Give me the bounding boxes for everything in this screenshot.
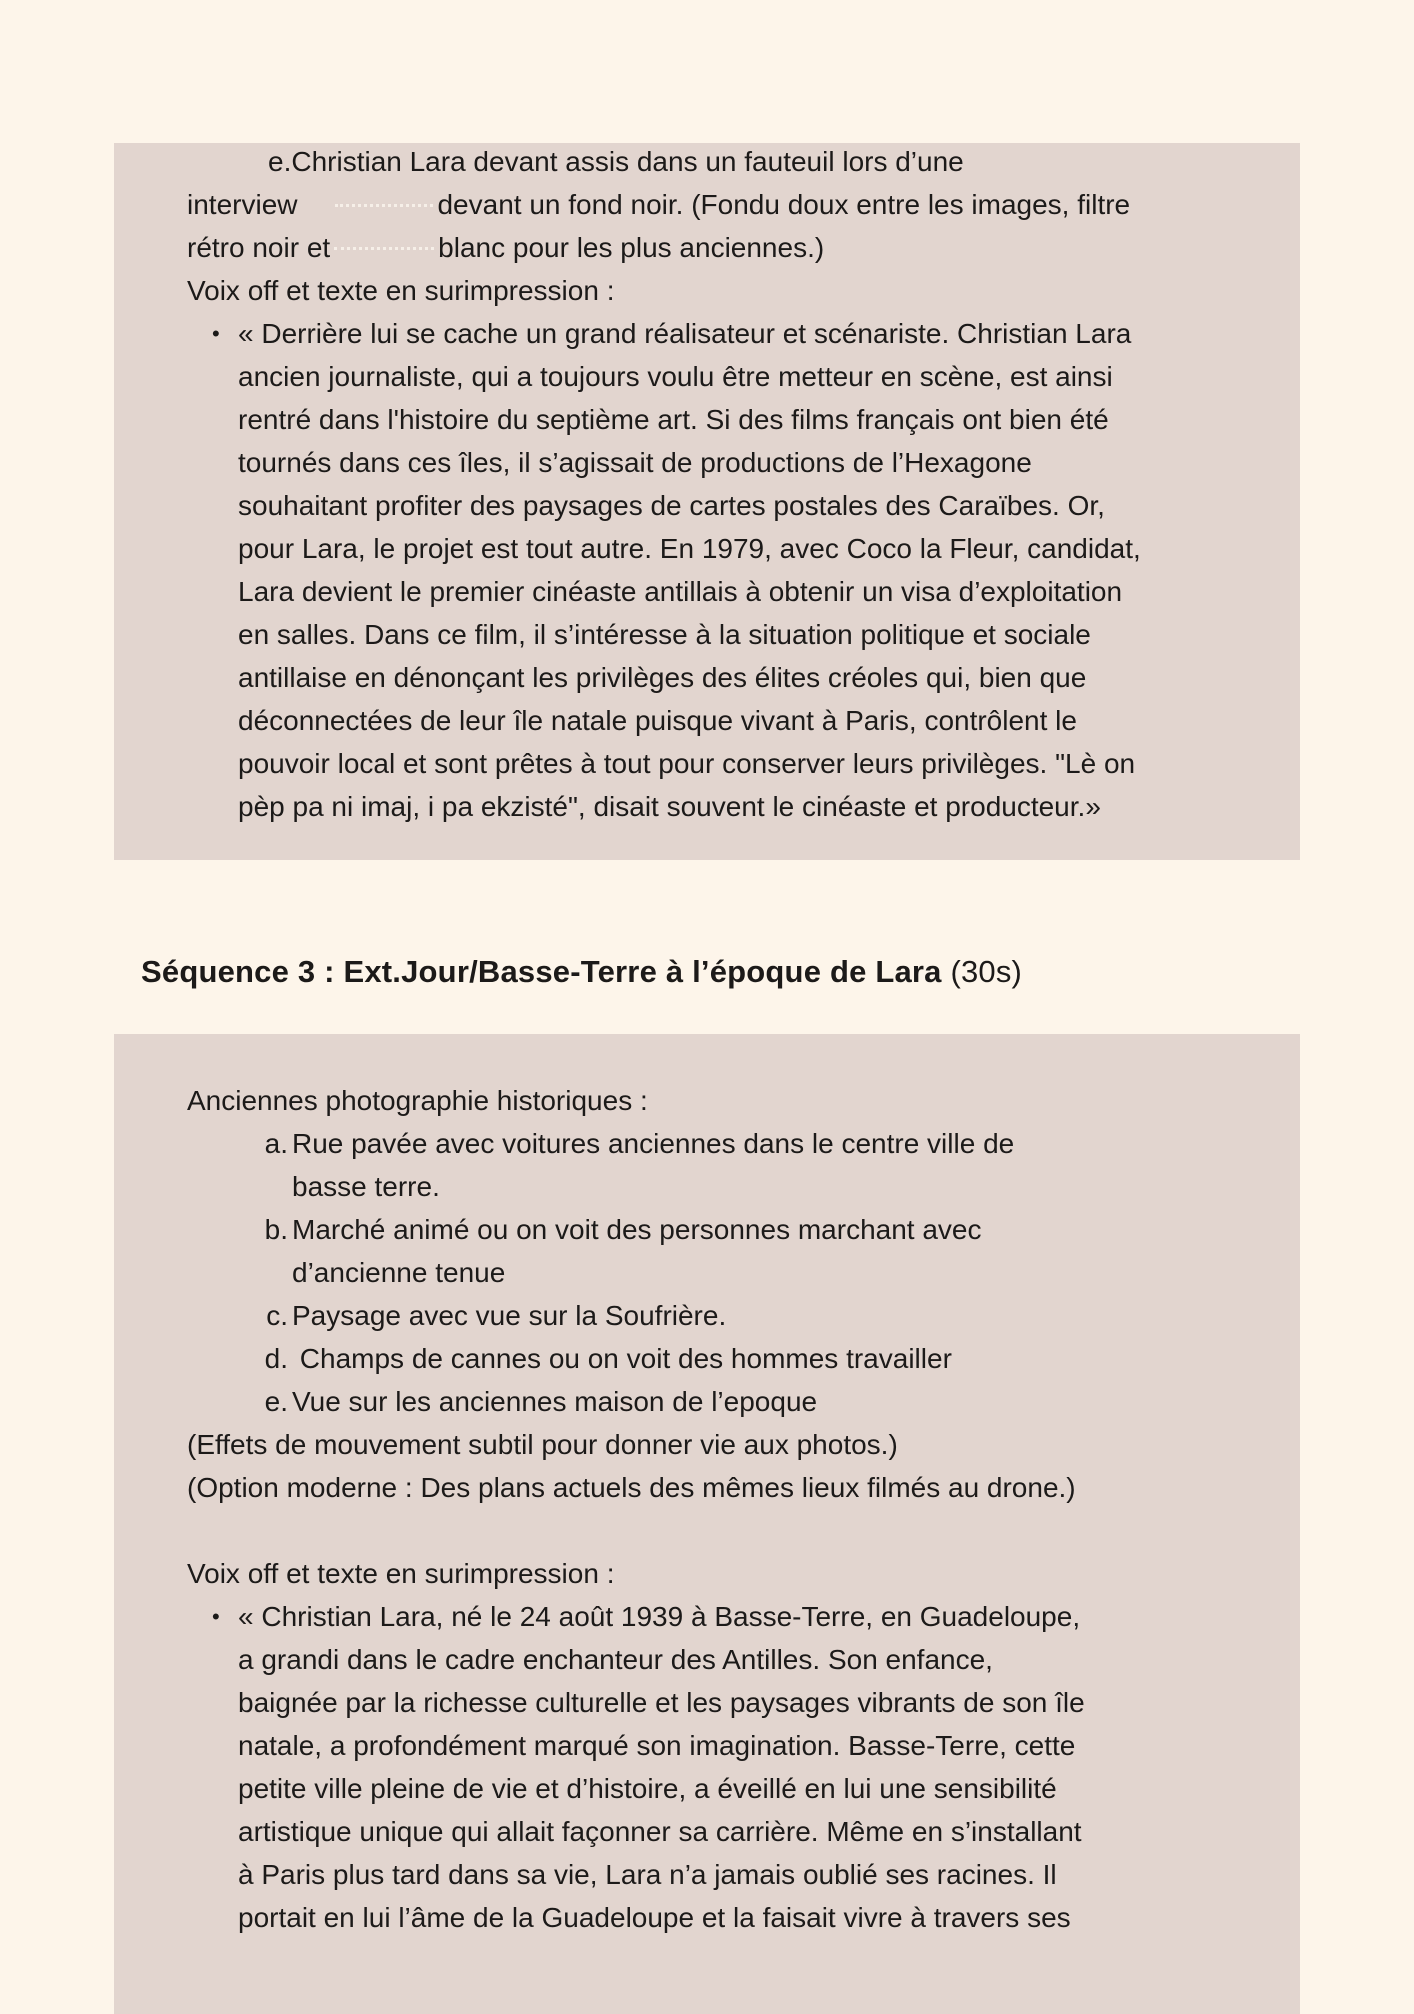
- photos-label: Anciennes photographie historiques :: [187, 1085, 648, 1116]
- voiceover-quote: « Christian Lara, né le 24 août 1939 à Basse-Terre, en Guadeloupe, a grandi dans le cadre enchanteur des Antilles. Son enfance, baignée par la richesse culturelle et les paysages vibrants de son île natale, a profondément marqué son imagination. Basse-Terre, cette petite ville pleine de vie et d’histoire, a éveillé en lui une sensibilité artistique unique qui allait façonner sa carrière. Même en s’installant à Paris plus tard dans sa vie, Lara n’a jamais oublié ses racines. Il portait en lui l’âme de la Guadeloupe et la faisait vivre à travers ses: [238, 1601, 1085, 1933]
- effects-note: (Effets de mouvement subtil pour donner vie aux photos.): [187, 1429, 898, 1460]
- bullet-icon: •: [212, 1604, 220, 1629]
- voiceover-label: Voix off et texte en surimpression :: [187, 1558, 615, 1589]
- dotted-gap: [334, 245, 434, 250]
- sequence-3-heading: Séquence 3 : Ext.Jour/Basse-Terre à l’époque de Lara (30s): [141, 954, 1023, 989]
- bullet-icon: •: [212, 321, 220, 346]
- scene-description-line: rétro noir et blanc pour les plus anciennes.): [187, 232, 825, 263]
- dotted-gap: [335, 202, 433, 207]
- scene-description-line: e.Christian Lara devant assis dans un fauteuil lors d’une: [268, 146, 964, 177]
- scene-description-line: interview devant un fond noir. (Fondu doux entre les images, filtre: [187, 189, 1131, 220]
- voiceover-quote: « Derrière lui se cache un grand réalisateur et scénariste. Christian Lara ancien journaliste, qui a toujours voulu être metteur en scène, est ainsi rentré dans l'histoire du septième art. Si des films français ont bien été tournés dans ces îles, il s’agissait de productions de l’Hexagone souhaitant profiter des paysages de cartes postales des Caraïbes. Or, pour Lara, le projet est tout autre. En 1979, avec Coco la Fleur, candidat, Lara devient le premier cinéaste antillais à obtenir un visa d’exploitation en salles. Dans ce film, il s’intéresse à la situation politique et sociale antillaise en dénonçant les privilèges des élites créoles qui, bien que déconnectées de leur île natale puisque vivant à Paris, contrôlent le pouvoir local et sont prêtes à tout pour conserver leurs privilèges. "Lè on pèp pa ni imaj, i pa ekzisté", disait souvent le cinéaste et producteur.»: [238, 318, 1141, 822]
- voiceover-label: Voix off et texte en surimpression :: [187, 275, 615, 306]
- option-note: (Option moderne : Des plans actuels des mêmes lieux filmés au drone.): [187, 1472, 1076, 1503]
